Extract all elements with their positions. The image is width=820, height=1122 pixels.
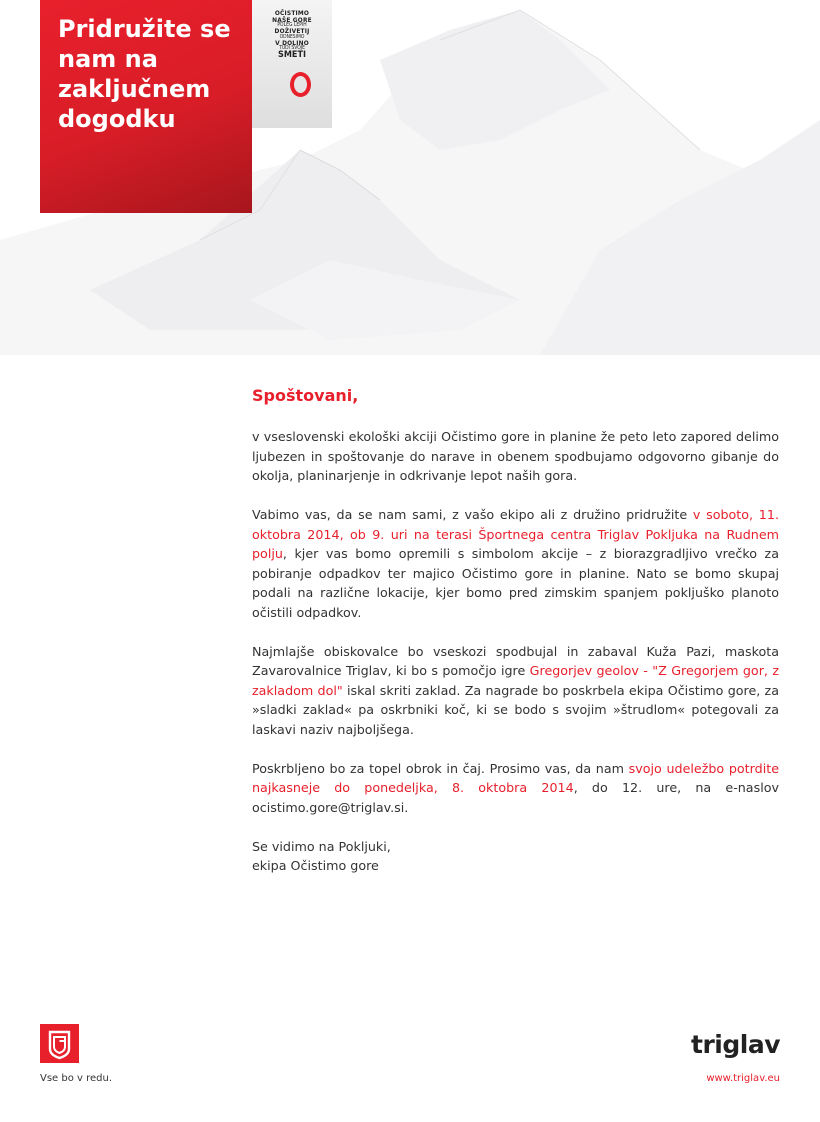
slogan: Vse bo v redu. xyxy=(40,1073,113,1084)
red-circle-icon xyxy=(290,72,311,97)
badge-line: POLEG LEPIH xyxy=(277,22,307,28)
paragraph-invitation xyxy=(252,505,779,622)
paragraph-kids xyxy=(252,642,779,740)
paragraph-text: iskal skriti zaklad. Za nagrade bo poskrbela ekipa Očistimo gore, za »sladki zaklad« pa oskrbniki koč, ki se bodo s svojim »štrudlom« potegovali za laskavi naziv najboljšega. xyxy=(252,682,779,737)
event-details: v soboto, 11. oktobra 2014, ob 9. uri na terasi Športnega centra Triglav Pokljuka na Rudnem polju xyxy=(252,507,779,561)
badge-line: DOŽIVETIJ xyxy=(274,27,310,35)
letter-body xyxy=(252,385,779,895)
closing-signature: ekipa Očistimo gore xyxy=(252,858,379,873)
badge-line: OČISTIMO xyxy=(274,9,310,17)
paragraph-text: , do 12. ure, na e-naslov ocistimo.gore@triglav.si. xyxy=(252,780,779,815)
badge-line: SMETI xyxy=(278,50,306,60)
badge-line: ODNESIMO xyxy=(279,33,305,40)
paragraph-intro: v vseslovenski ekološki akciji Očistimo gore in planine že peto leto zapored delimo ljubezen in spoštovanje do narave in obenem spodbujamo odgovorno gibanje do okolja, planinarjenje in odkrivanje lepot naših gora. xyxy=(252,429,779,483)
closing-line: Se vidimo na Pokljuki, xyxy=(252,838,391,854)
campaign-badge xyxy=(252,0,332,128)
rsvp-deadline: svojo udeležbo potrdite najkasneje do ponedeljka, 8. oktobra 2014 xyxy=(252,760,779,795)
paragraph-rsvp xyxy=(252,759,779,818)
paragraph-text: Najmlajše obiskovalce bo vseskozi spodbujal in zabaval Kuža Pazi, maskota Zavarovalnice Triglav, ki bo s pomočjo igre xyxy=(252,643,779,678)
website-link[interactable]: www.triglav.eu xyxy=(706,1073,780,1084)
page-title: Pridružite se nam na zaključnem dogodku xyxy=(58,15,231,133)
badge-line: TUDI SVOJE xyxy=(279,45,305,51)
paragraph-text: Poskrbljeno bo za topel obrok in čaj. Prosimo vas, da nam xyxy=(252,760,629,776)
title-box xyxy=(40,0,252,213)
badge-line: NAŠE GORE xyxy=(272,15,312,24)
badge-line: V DOLINO xyxy=(275,38,309,47)
triglav-logo-icon xyxy=(40,1024,79,1063)
greeting: Spoštovani, xyxy=(252,386,359,405)
paragraph-text: Vabimo vas, da se nam sami, z vašo ekipo ali z družino pridružite xyxy=(252,507,693,522)
closing xyxy=(252,837,779,876)
game-name: Gregorjev geolov - "Z Gregorjem gor, z zakladom dol" xyxy=(252,663,779,698)
paragraph-text: , kjer vas bomo opremili s simbolom akcije – z biorazgradljivo vrečko za pobiranje odpadkov ter majico Očistimo gore in planine. Nato se bomo skupaj podali na različne lokacije, kjer bomo pred zimskim spanjem pokljuško planoto očistili odpadkov. xyxy=(252,546,779,620)
brand-logo: triglav xyxy=(691,1030,780,1059)
